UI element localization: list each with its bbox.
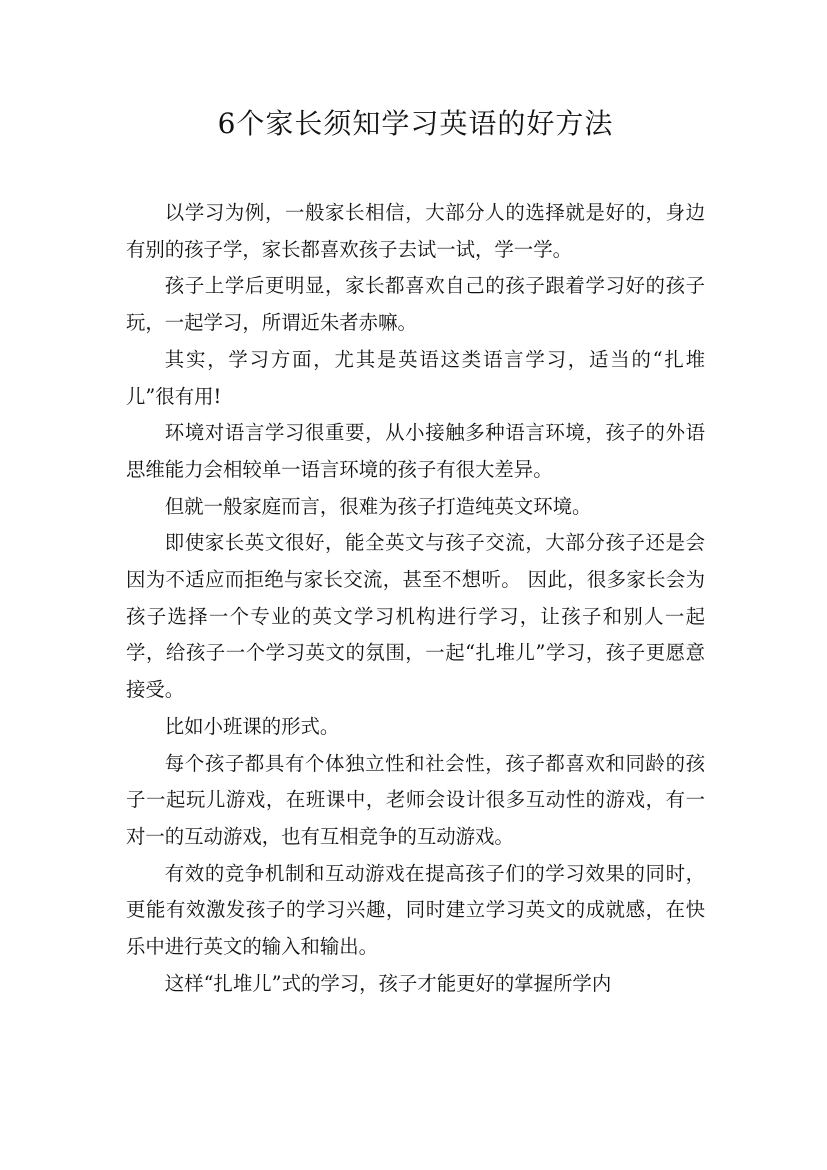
paragraph: 比如小班课的形式。 <box>164 714 340 738</box>
paragraph: 但就一般家庭而言，很难为孩子打造纯英文环境。 <box>164 494 592 518</box>
paragraph: 以学习为例，一般家长相信，大部分人的选择就是好的，身边有别的孩子学，家长都喜欢孩子去试一试，学一学。 <box>126 201 705 261</box>
paragraph: 环境对语言学习很重要，从小接触多种语言环境，孩子的外语思维能力会相较单一语言环境的孩子有很大差异。 <box>126 421 705 481</box>
paragraph: 孩子上学后更明显，家长都喜欢自己的孩子跟着学习好的孩子玩，一起学习，所谓近朱者赤嘛。 <box>126 274 705 335</box>
paragraph: 有效的竞争机制和互动游戏在提高孩子们的学习效果的同时，更能有效激发孩子的学习兴趣，同时建立学习英文的成就感，在快乐中进行英文的输入和输出。 <box>126 861 705 959</box>
paragraph: 这样“扎堆儿”式的学习，孩子才能更好的掌握所学内 <box>164 971 612 995</box>
paragraph: 其实，学习方面，尤其是英语这类语言学习，适当的“扎堆儿”很有用! <box>126 347 705 408</box>
document-body <box>126 195 705 1002</box>
paragraph: 每个孩子都具有个体独立性和社会性，孩子都喜欢和同龄的孩子一起玩儿游戏，在班课中，老师会设计很多互动性的游戏，有一对一的互动游戏，也有互相竞争的互动游戏。 <box>126 751 705 848</box>
document-title: 6个家长须知学习英语的好方法 <box>217 107 614 140</box>
paragraph: 即使家长英文很好，能全英文与孩子交流，大部分孩子还是会因为不适应而拒绝与家长交流，甚至不想听。 因此，很多家长会为孩子选择一个专业的英文学习机构进行学习，让孩子和别人一起学，给孩子一个学习英文的氛围，一起“扎堆儿”学习，孩子更愿意接受。 <box>126 531 705 702</box>
